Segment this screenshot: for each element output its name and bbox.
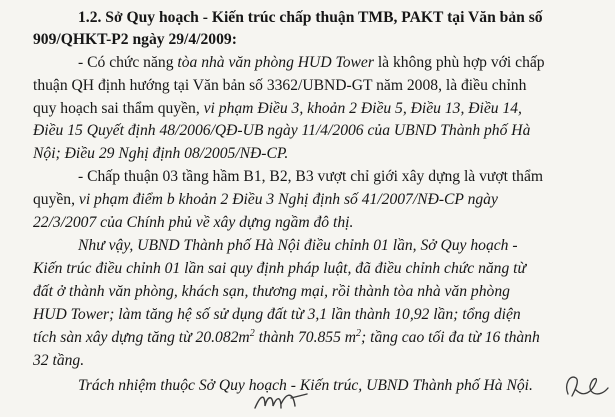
para3-line-5	[33, 327, 540, 349]
section-heading	[78, 7, 543, 29]
para3-l5-sup-2: 2	[356, 327, 362, 339]
para1-line-4: Điều 15 Quyết định 48/2006/QĐ-UB ngày 11/4/2006 của UBND Thành phố Hà	[33, 122, 531, 139]
handwritten-initials	[251, 386, 311, 416]
para3-line-6: 32 tầng.	[33, 352, 85, 369]
para3-l5-c: thành 70.855 m	[254, 329, 357, 346]
para1-l3-italic: vi phạm Điều 3, khoản 2 Điều 5, Điều 13, Điều 14,	[203, 100, 522, 117]
para3-line-1: Như vậy, UBND Thành phố Hà Nội điều chỉnh 01 lần, Sở Quy hoạch -	[78, 237, 518, 254]
para3-l5-sup-1: 2	[249, 327, 255, 339]
para2-line-2	[33, 189, 498, 211]
para1-l1-text-a: - Có chức năng	[78, 54, 178, 71]
para1-line-1	[78, 52, 545, 74]
para1-line-2: thuận QH định hướng tại Văn bản số 3362/UBND-GT năm 2008, là điều chỉnh	[33, 77, 527, 94]
section-heading-line-1: Sở Quy hoạch - Kiến trúc chấp thuận TMB, PAKT tại Văn bản số	[101, 9, 543, 26]
para1-line-5: Nội; Điều 29 Nghị định 08/2005/NĐ-CP.	[33, 145, 289, 162]
para1-l3-text: quy hoạch sai thẩm quyền,	[33, 100, 204, 117]
section-number: 1.2.	[78, 9, 102, 26]
para2-l2-text: quyền,	[33, 191, 79, 208]
para2-line-3: 22/3/2007 của Chính phủ về xây dựng ngầm đô thị.	[33, 214, 354, 231]
para1-line-3	[33, 98, 522, 120]
para2-line-1: - Chấp thuận 03 tầng hầm B1, B2, B3 vượt chỉ giới xây dựng là vượt thẩm	[78, 168, 544, 185]
para3-l5-e: ; tầng cao tối đa từ 16 thành	[361, 329, 540, 346]
responsibility-line: Trách nhiệm thuộc Sở Quy hoạch - Kiến trúc, UBND Thành phố Hà Nội.	[78, 377, 533, 394]
para1-l1-italic: tòa nhà văn phòng HUD Tower	[177, 54, 374, 71]
para3-line-3: đất ở thành văn phòng, khách sạn, thương mại, rồi thành tòa nhà văn phòng	[33, 283, 510, 300]
para3-line-4: HUD Tower; làm tăng hệ số sử dụng đất từ 3,1 lần thành 10,92 lần; tổng diện	[33, 306, 521, 323]
para2-l2-italic: vi phạm điểm b khoản 2 Điều 3 Nghị định số 41/2007/NĐ-CP ngày	[78, 191, 498, 208]
para3-line-2: Kiến trúc điều chỉnh 01 lần sai quy định pháp luật, đã điều chỉnh chức năng từ	[33, 260, 526, 277]
initial-signature-mark	[562, 368, 612, 402]
para1-l1-text-c: là không phù hợp với chấp	[373, 54, 545, 71]
section-heading-line-2: 909/QHKT-P2 ngày 29/4/2009:	[33, 31, 237, 48]
para3-l5-a: tích sàn xây dựng tăng từ 20.082m	[33, 329, 250, 346]
